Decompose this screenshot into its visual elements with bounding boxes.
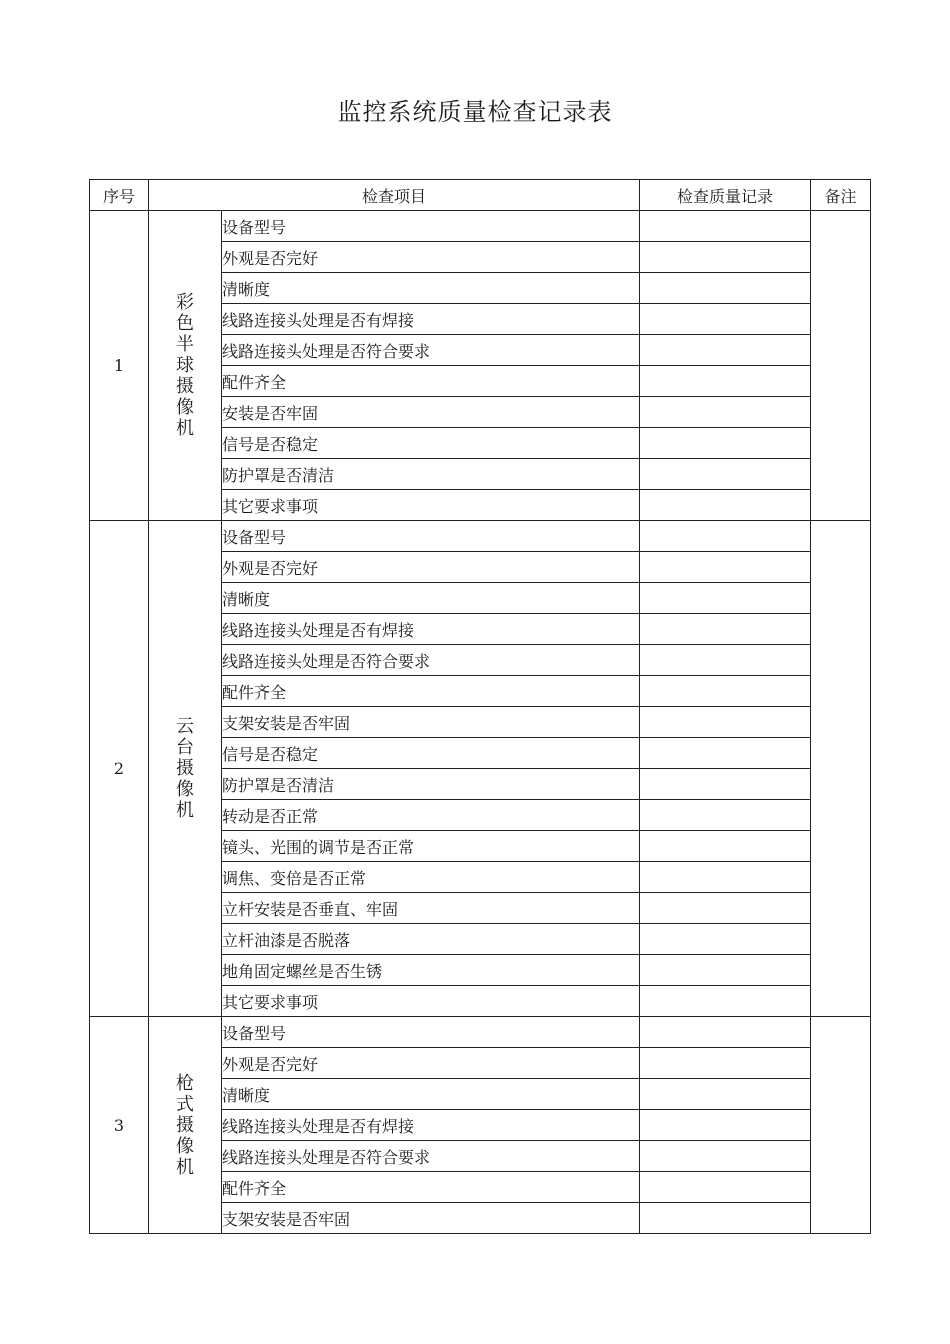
check-item: 信号是否稳定 [222,428,640,459]
check-item: 转动是否正常 [222,800,640,831]
record-cell[interactable] [640,304,811,335]
device-name: 枪式摄像机 [176,1072,194,1178]
record-cell[interactable] [640,459,811,490]
header-item: 检查项目 [149,180,640,211]
record-cell[interactable] [640,366,811,397]
record-cell[interactable] [640,1079,811,1110]
record-cell[interactable] [640,1203,811,1234]
group-device [149,521,222,1017]
group-seq: 1 [90,211,149,521]
check-item: 配件齐全 [222,676,640,707]
group-device [149,1017,222,1234]
check-item: 线路连接头处理是否有焊接 [222,304,640,335]
check-item: 其它要求事项 [222,986,640,1017]
record-cell[interactable] [640,1141,811,1172]
device-name: 云台摄像机 [176,716,194,821]
table-body [90,211,871,1234]
check-item: 线路连接头处理是否有焊接 [222,1110,640,1141]
record-cell[interactable] [640,862,811,893]
check-item: 防护罩是否清洁 [222,769,640,800]
check-item: 线路连接头处理是否符合要求 [222,645,640,676]
header-record: 检查质量记录 [640,180,811,211]
record-cell[interactable] [640,955,811,986]
record-cell[interactable] [640,676,811,707]
check-item: 线路连接头处理是否符合要求 [222,335,640,366]
device-name: 彩色半球摄像机 [176,292,194,439]
check-item: 其它要求事项 [222,490,640,521]
note-cell[interactable] [811,211,871,521]
check-item: 地角固定螺丝是否生锈 [222,955,640,986]
record-cell[interactable] [640,1048,811,1079]
check-item: 外观是否完好 [222,1048,640,1079]
record-cell[interactable] [640,924,811,955]
record-cell[interactable] [640,521,811,552]
record-cell[interactable] [640,614,811,645]
check-item: 清晰度 [222,273,640,304]
note-cell[interactable] [811,521,871,1017]
check-item: 防护罩是否清洁 [222,459,640,490]
check-item: 安装是否牢固 [222,397,640,428]
record-cell[interactable] [640,397,811,428]
check-item: 设备型号 [222,521,640,552]
check-item: 线路连接头处理是否有焊接 [222,614,640,645]
check-item: 支架安装是否牢固 [222,1203,640,1234]
check-item: 配件齐全 [222,1172,640,1203]
record-cell[interactable] [640,645,811,676]
check-item: 立杆安装是否垂直、牢固 [222,893,640,924]
record-cell[interactable] [640,893,811,924]
record-cell[interactable] [640,583,811,614]
check-item: 配件齐全 [222,366,640,397]
group-seq: 2 [90,521,149,1017]
check-item: 外观是否完好 [222,552,640,583]
group-seq: 3 [90,1017,149,1234]
record-cell[interactable] [640,242,811,273]
record-cell[interactable] [640,769,811,800]
check-item: 外观是否完好 [222,242,640,273]
note-cell[interactable] [811,1017,871,1234]
record-cell[interactable] [640,738,811,769]
record-cell[interactable] [640,490,811,521]
record-cell[interactable] [640,428,811,459]
check-item: 清晰度 [222,1079,640,1110]
record-cell[interactable] [640,552,811,583]
check-item: 线路连接头处理是否符合要求 [222,1141,640,1172]
record-cell[interactable] [640,211,811,242]
check-item: 信号是否稳定 [222,738,640,769]
group-device [149,211,222,521]
check-item: 设备型号 [222,1017,640,1048]
quality-record-table [89,179,871,1234]
record-cell[interactable] [640,831,811,862]
header-seq: 序号 [90,180,149,211]
check-item: 调焦、变倍是否正常 [222,862,640,893]
record-cell[interactable] [640,1017,811,1048]
record-cell[interactable] [640,1172,811,1203]
record-cell[interactable] [640,273,811,304]
record-cell[interactable] [640,800,811,831]
header-note: 备注 [811,180,871,211]
table-row [90,1017,871,1048]
table-row [90,521,871,552]
record-cell[interactable] [640,707,811,738]
table-row [90,211,871,242]
check-item: 清晰度 [222,583,640,614]
table-header-row [90,180,871,211]
check-item: 设备型号 [222,211,640,242]
check-item: 镜头、光围的调节是否正常 [222,831,640,862]
record-cell[interactable] [640,986,811,1017]
record-cell[interactable] [640,1110,811,1141]
record-cell[interactable] [640,335,811,366]
page-title: 监控系统质量检查记录表 [337,98,613,126]
check-item: 立杆油漆是否脱落 [222,924,640,955]
check-item: 支架安装是否牢固 [222,707,640,738]
